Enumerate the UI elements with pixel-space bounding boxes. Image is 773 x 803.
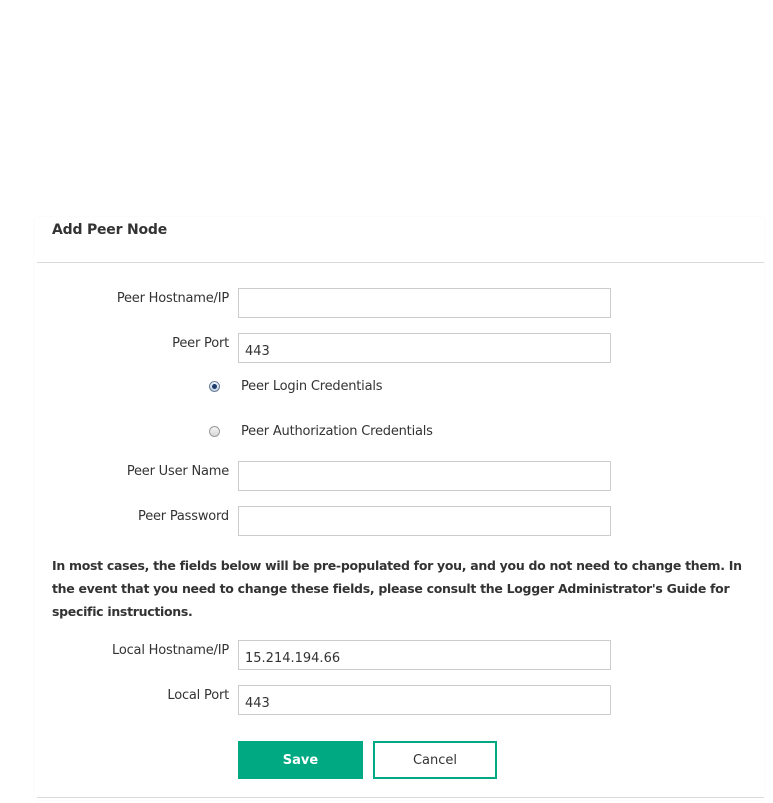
panel-title: Add Peer Node — [52, 222, 168, 238]
bottom-divider — [37, 797, 764, 798]
peer-password-input[interactable] — [238, 506, 611, 536]
local-port-label: Local Port — [167, 688, 229, 703]
radio-peer-login-label: Peer Login Credentials — [241, 379, 383, 394]
cancel-button[interactable]: Cancel — [373, 741, 497, 779]
peer-port-input[interactable] — [238, 333, 611, 363]
peer-port-label: Peer Port — [172, 336, 229, 351]
title-divider — [37, 262, 764, 263]
peer-username-input[interactable] — [238, 461, 611, 491]
local-hostname-input[interactable] — [238, 640, 611, 670]
peer-username-label: Peer User Name — [126, 464, 229, 479]
peer-hostname-label: Peer Hostname/IP — [116, 291, 229, 306]
radio-selected-icon[interactable] — [209, 381, 220, 392]
local-hostname-label: Local Hostname/IP — [112, 643, 229, 658]
radio-peer-authorization-credentials[interactable] — [209, 424, 433, 439]
save-button[interactable]: Save — [238, 741, 363, 779]
radio-peer-login-credentials[interactable] — [209, 379, 382, 394]
local-port-input[interactable] — [238, 685, 611, 715]
radio-unselected-icon[interactable] — [209, 426, 220, 437]
peer-password-label: Peer Password — [138, 509, 229, 524]
prepopulated-note: In most cases, the fields below will be pre-populated for you, and you do not need to change them. In the event that you need to change these fields, please consult the Logger Administrator's Guide for specific instructions. — [52, 558, 742, 619]
peer-hostname-input[interactable] — [238, 288, 611, 318]
radio-peer-authorization-label: Peer Authorization Credentials — [241, 424, 433, 439]
